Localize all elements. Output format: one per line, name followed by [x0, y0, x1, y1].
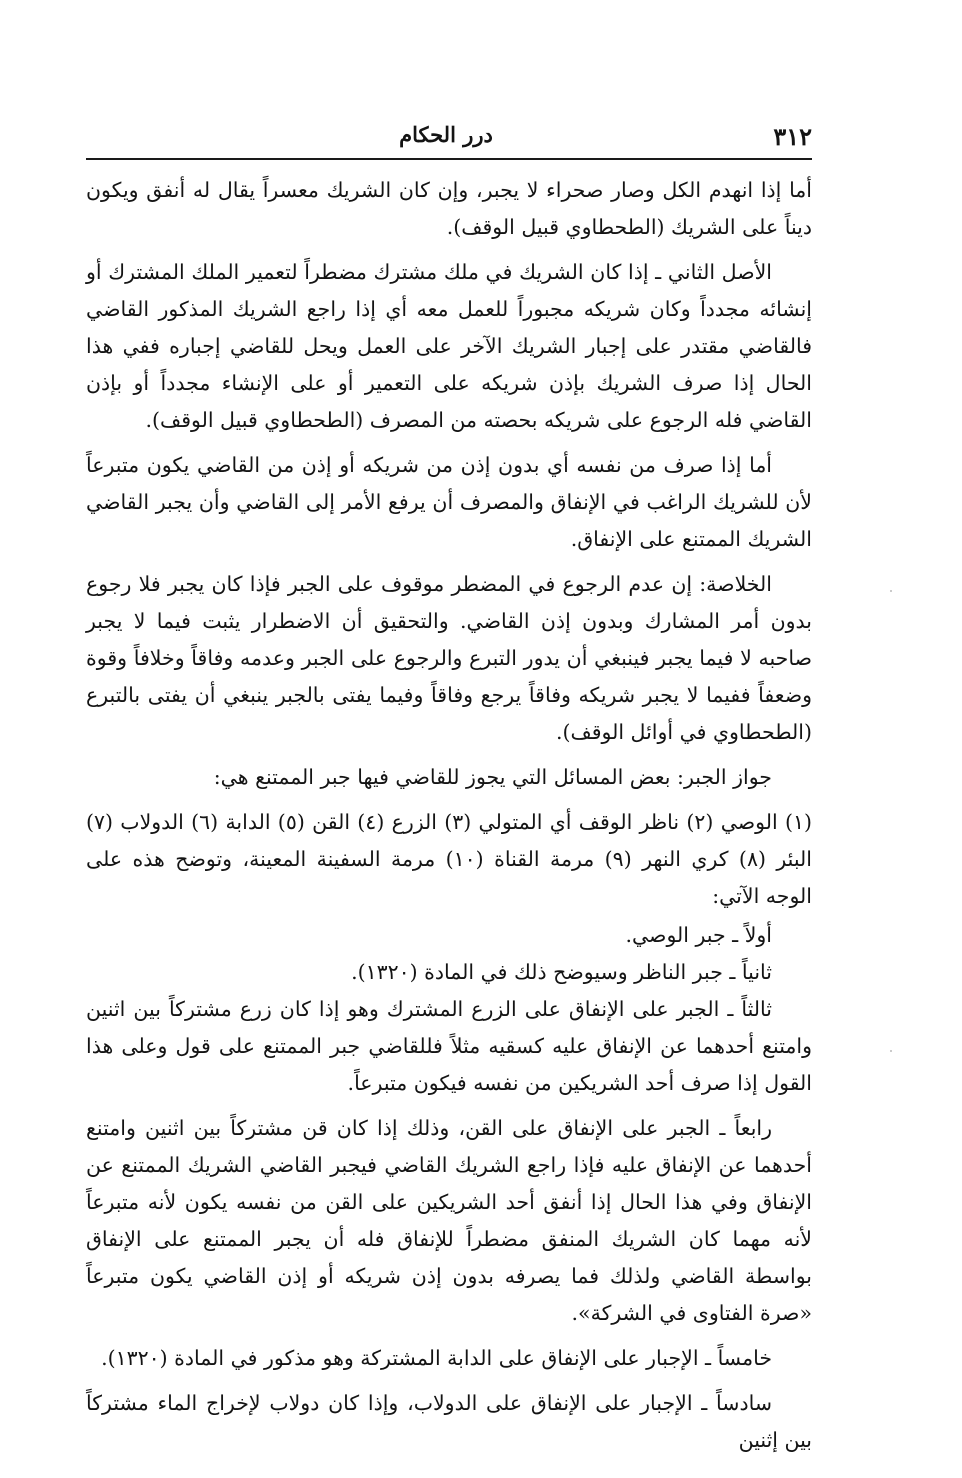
paragraph: أما إذا انهدم الكل وصار صحراء لا يجبر، وإن كان الشريك معسراً يقال له أنفق ويكون ديناً على الشريك (الطحطاوي قبيل الوقف).	[86, 178, 812, 239]
paragraph: (١) الوصي (٢) ناظر الوقف أي المتولي (٣) الزرع (٤) القن (٥) الدابة (٦) الدولاب (٧) البئر (٨) كري النهر (٩) مرمة القناة (١٠) مرمة السفينة المعينة، وتوضح هذه على الوجه الآتي:	[86, 810, 813, 908]
page-header	[86, 118, 812, 160]
paragraph: ثالثاً ـ الجبر على الإنفاق على الزرع المشترك وهو إذا كان زرع مشتركاً بين اثنين وامتنع أحدهما عن الإنفاق عليه كسقيه مثلاً فللقاضي جبر الممتنع على قول وعلى هذا القول إذا صرف أحد الشريكين من نفسه فيكون متبرعاً.	[86, 997, 812, 1095]
body-text	[86, 172, 812, 1467]
margin-speck	[890, 590, 892, 592]
paragraph: جواز الجبر: بعض المسائل التي يجوز للقاضي فيها جبر الممتنع هي:	[213, 765, 772, 789]
paragraph: الأصل الثاني ـ إذا كان الشريك في ملك مشترك مضطراً لتعمير الملك المشترك أو إنشائه مجدداً وكان شريكه مجبوراً للعمل معه أي إذا راجع الشريك المذكور القاضي فالقاضي مقتدر على إجبار الشريك الآخر على العمل ويحل للقاضي إجباره ففي هذا الحال إذا صرف الشريك بإذن شريكه على التعمير أو على الإنشاء مجدداً أو بإذن القاضي فله الرجوع على شريكه بحصته من المصرف (الطحطاوي قبيل الوقف).	[86, 260, 812, 432]
paragraph: أما إذا صرف من نفسه أي بدون إذن من شريكه أو إذن من القاضي يكون متبرعاً لأن للشريك الراغب في الإنفاق والمصرف أن يرفع الأمر إلى القاضي وأن يجبر القاضي الشريك الممتنع على الإنفاق.	[86, 453, 812, 551]
list-item: ثانياً ـ جبر الناظر وسيوضح ذلك في المادة (١٣٢٠).	[351, 960, 772, 984]
page-number: ٣١٢	[773, 122, 812, 151]
running-title: درر الحكام	[399, 122, 493, 147]
paragraph: سادساً ـ الإجبار على الإنفاق على الدولاب، وإذا كان دولاب لإخراج الماء مشتركاً بين إثنين	[86, 1391, 812, 1452]
paragraph: خامساً ـ الإجبار على الإنفاق على الدابة المشتركة وهو مذكور في المادة (١٣٢٠).	[101, 1346, 772, 1370]
paragraph: رابعاً ـ الجبر على الإنفاق على القن، وذلك إذا كان قن مشتركاً بين اثنين وامتنع أحدهما عن الإنفاق عليه فإذا راجع الشريك القاضي فيجبر القاضي الشريك الممتنع عن الإنفاق وفي هذا الحال إذا أنفق أحد الشريكين على القن من نفسه يكون لأنه متبرعاً لأنه مهما كان الشريك المنفق مضطراً للإنفاق فله أن يجبر الممتنع على الإنفاق بواسطة القاضي ولذلك فما يصرفه بدون إذن شريكه أو إذن القاضي يكون متبرعاً «صرة الفتاوى في الشركة».	[86, 1116, 812, 1325]
paragraph: الخلاصة: إن عدم الرجوع في المضطر موقوف على الجبر فإذا كان يجبر فلا رجوع بدون أمر المشارك وبدون إذن القاضي. والتحقيق أن الاضطرار يثبت فيما لا يجبر صاحبه لا فيما يجبر فينبغي أن يدور التبرع والرجوع على الجبر وعدمه وفاقاً وخلافاً وقوة وضعفاً ففيما لا يجبر شريكه وفاقاً يرجع وفاقاً وفيما يفتى بالجبر ينبغي أن يفتى بالتبرع (الطحطاوي في أوائل الوقف).	[86, 572, 812, 744]
list-item: أولاً ـ جبر الوصي.	[625, 923, 772, 947]
margin-speck	[890, 1050, 892, 1052]
